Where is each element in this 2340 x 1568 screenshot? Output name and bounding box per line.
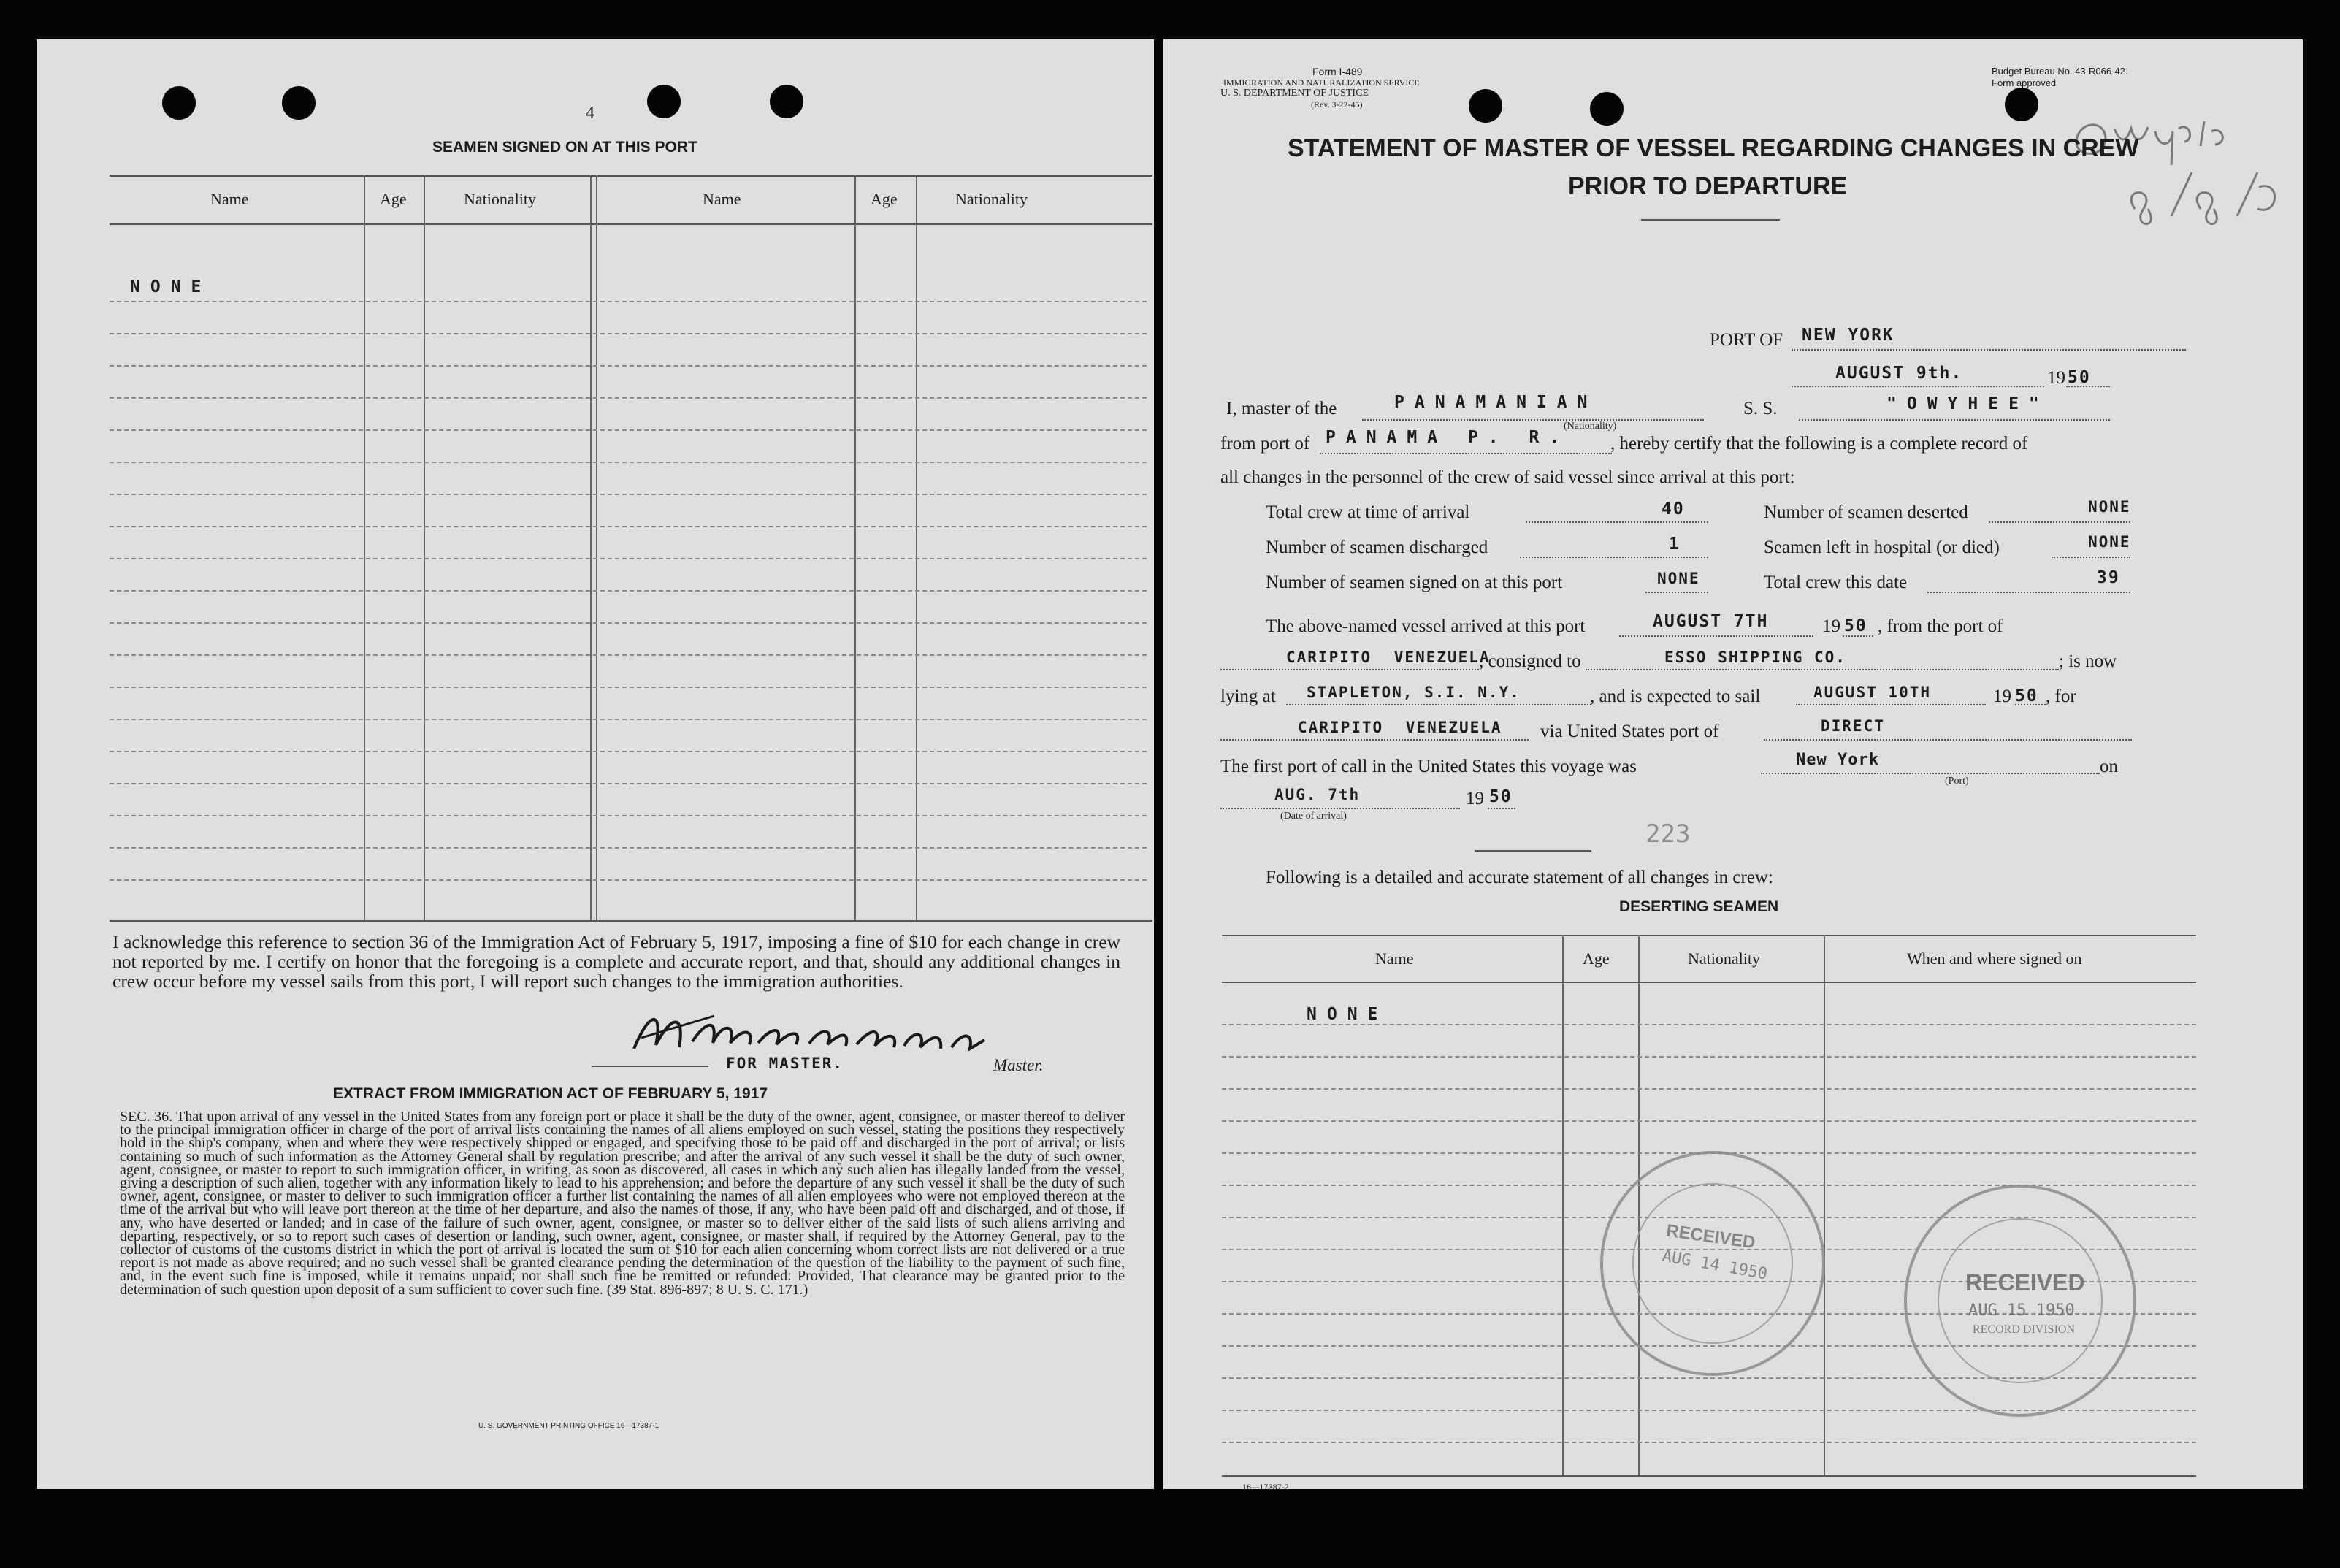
nationality-caption: (Nationality) [1564, 421, 1617, 432]
left-page [37, 39, 1154, 1489]
printer-line: U. S. GOVERNMENT PRINTING OFFICE 16—17387-1 [478, 1422, 659, 1430]
form-title-line2: PRIOR TO DEPARTURE [1568, 172, 1848, 200]
form-number: Form I-489 [1312, 66, 1363, 77]
year-value: 50 [2068, 368, 2091, 387]
first-port-label: The first port of call in the United States this voyage was [1220, 757, 1637, 776]
origin-port: CARIPITO VENEZUELA [1286, 649, 1491, 666]
arrived-year: 50 [1844, 616, 1867, 635]
punch-hole [2005, 88, 2038, 121]
sail-year: 50 [2015, 687, 2038, 705]
stat-total-date-label: Total crew this date [1764, 573, 1908, 592]
table-entry-none: NONE [1307, 1005, 1388, 1024]
col-header-name-2: Name [703, 190, 741, 208]
stat-hospital-value: NONE [2088, 533, 2131, 551]
is-now: ; is now [2059, 651, 2117, 671]
lying-at-label: lying at [1220, 687, 1276, 706]
stat-discharged-label: Number of seamen discharged [1266, 538, 1488, 557]
acknowledgment-text: I acknowledge this reference to section 36 of the Immigration Act of February 5, 1917, imposing a fine of $10 for each change in crew not reported by me. I certify on honor that the foregoing is a complete and accurate report, and that, should any additional changes in crew occur before my vessel sails from this port, I will report such changes to the immigration authorities. [112, 931, 1125, 992]
master-label: I, master of the [1226, 399, 1337, 418]
punch-hole [647, 85, 681, 118]
punch-hole [282, 86, 316, 120]
col-header-age: Age [1583, 949, 1610, 968]
stat-discharged-value: 1 [1669, 535, 1681, 554]
consignee: ESSO SHIPPING CO. [1664, 649, 1846, 666]
ss-label: S. S. [1743, 399, 1778, 418]
received-stamp-aug-15 [1904, 1185, 2136, 1417]
stat-hospital-label: Seamen left in hospital (or died) [1764, 538, 2000, 557]
arrival-year: 50 [1489, 787, 1513, 806]
stat-total-date-value: 39 [2097, 568, 2120, 587]
expected-label: , and is expected to sail [1590, 687, 1761, 706]
budget-bureau: Budget Bureau No. 43-R066-42. [1992, 66, 2128, 77]
date-value: AUGUST 9th. [1835, 364, 1963, 383]
stamp2-date: AUG 15 1950 [1968, 1301, 2075, 1320]
first-port-value: New York [1796, 751, 1879, 769]
section-title: SEAMEN SIGNED ON AT THIS PORT [432, 139, 697, 156]
col-header-nationality: Nationality [1688, 949, 1760, 968]
stat-total-arrival-label: Total crew at time of arrival [1266, 502, 1470, 522]
stamped-number: 223 [1645, 819, 1691, 849]
destination: CARIPITO VENEZUELA [1298, 719, 1502, 736]
col-header-nationality-2: Nationality [955, 190, 1028, 208]
signer-role: Master. [993, 1056, 1044, 1074]
consigned-label: , consigned to [1479, 651, 1581, 671]
signature-line [592, 1066, 708, 1067]
printer-code: 16—17387-2 [1242, 1483, 1289, 1492]
extract-text: SEC. 36. That upon arrival of any vessel in the United States from any foreign port or place it shall be the duty of the owner, agent, consignee, or master thereof to deliver to the principal immigration officer in charge of the port of arrival lists containing the names of all aliens employed on such vessel, stating the positions they respectively hold in the ship's company, when and where they were respectively shipped or engaged, and specifying those to be paid off and discharged in the port of arrival; or lists containing so much of such information as the Attorney General shall by regulation prescribe; and after the arrival of any such vessel it shall be the duty of such owner, agent, consignee, or master to report to such immigration officer, in writing, as soon as discovered, all cases in which any such alien has illegally landed from the vessel, giving a description of such alien, together with any information likely to lead to his apprehension; and before the departure of any such vessel it shall be the duty of such owner, agent, consignee, or master to deliver to such immigration officer a further list containing the names of all alien employees who were not employed thereon at the time of the arrival but who will leave port thereon at the time of her departure, and also the names of those, if any, who have been paid off and discharged, and of those, if any, who have deserted or landed; and in case of the failure of such owner, agent, consignee, or master so to deliver either of the said lists of such aliens arriving and departing, respectively, or so to report such cases of desertion or landing, such owner, agent, consignee, or master shall, if required by the Attorney General, pay to the collector of customs of the customs district in which the port of arrival is located the sum of $10 for each alien concerning whom correct lists are not delivered or a true report is not made as above required; and no such vessel shall be granted clearance pending the determination of the question of the liability to the payment of such fine, and, in the event such fine is imposed, while it remains unpaid; nor shall such fine be remitted or refunded: Provided, That clearance may be granted prior to the determination of such question upon deposit of a sum sufficient to cover such fine. (39 Stat. 896-897; 8 U. S. C. 171.) [120, 1109, 1128, 1298]
stat-total-arrival-value: 40 [1662, 500, 1685, 519]
col-header-name: Name [1375, 949, 1414, 968]
stat-signed-on-label: Number of seamen signed on at this port [1266, 573, 1563, 592]
stat-deserted-value: NONE [2088, 498, 2131, 516]
punch-hole [162, 86, 196, 120]
vessel-value: "OWYHEE" [1886, 394, 2049, 413]
agency-line1: IMMIGRATION AND NATURALIZATION SERVICE [1223, 77, 1420, 88]
from-port-label: from port of [1220, 434, 1310, 454]
received-stamp-aug-14 [1600, 1151, 1825, 1376]
nationality-value: PANAMANIAN [1394, 393, 1598, 412]
stamp1-word: RECEIVED [1664, 1220, 1757, 1253]
stat-signed-on-value: NONE [1657, 570, 1700, 587]
signer-typed: FOR MASTER. [726, 1055, 844, 1072]
for-label: , for [2046, 687, 2076, 706]
col-header-name: Name [210, 190, 249, 208]
page-number: 4 [586, 104, 594, 123]
first-port-caption: (Port) [1945, 776, 1969, 787]
lying-at-value: STAPLETON, S.I. N.Y. [1307, 684, 1521, 701]
arrived-year-prefix: 19 [1822, 616, 1840, 636]
sail-year-prefix: 19 [1993, 687, 2011, 706]
on-label: on [2100, 757, 2118, 776]
arrival-year-prefix: 19 [1466, 789, 1484, 808]
arrival-date-value: AUG. 7th [1274, 786, 1361, 803]
col-header-nationality: Nationality [464, 190, 536, 208]
extract-title: EXTRACT FROM IMMIGRATION ACT OF FEBRUARY 5, 1917 [333, 1085, 768, 1102]
punch-hole [770, 85, 803, 118]
port-value: NEW YORK [1802, 326, 1894, 345]
following-text: Following is a detailed and accurate statement of all changes in crew: [1266, 868, 1773, 887]
master-signature [627, 998, 1065, 1063]
deserting-title: DESERTING SEAMEN [1619, 898, 1779, 915]
agency-line2: U. S. DEPARTMENT OF JUSTICE [1220, 88, 1369, 99]
stamp1-date: AUG 14 1950 [1660, 1247, 1769, 1284]
all-changes-text: all changes in the personnel of the crew of said vessel since arrival at this port: [1220, 467, 1795, 487]
table-entry-none: NONE [130, 278, 212, 297]
year-prefix: 19 [2047, 368, 2065, 388]
stat-deserted-label: Number of seamen deserted [1764, 502, 1968, 522]
col-header-signed-on: When and where signed on [1907, 949, 2082, 968]
punch-hole [1469, 89, 1502, 123]
via-port: DIRECT [1821, 717, 1885, 735]
arrived-label: The above-named vessel arrived at this port [1266, 616, 1586, 636]
certify-text: , hereby certify that the following is a complete record of [1610, 434, 2028, 454]
handwritten-note [2062, 99, 2281, 238]
arrival-caption: (Date of arrival) [1280, 811, 1347, 822]
right-page [1163, 39, 2303, 1492]
form-approved: Form approved [1992, 77, 2057, 88]
punch-hole [1590, 92, 1624, 126]
arrived-date: AUGUST 7TH [1653, 612, 1769, 631]
from-port-of: , from the port of [1878, 616, 2003, 636]
stamp2-word: RECEIVED [1965, 1269, 2085, 1296]
revision: (Rev. 3-22-45) [1311, 99, 1363, 110]
via-label: via United States port of [1540, 722, 1719, 741]
form-title-line1: STATEMENT OF MASTER OF VESSEL REGARDING CHANGES IN CREW [1288, 134, 2139, 162]
col-header-age: Age [380, 190, 407, 208]
sail-date: AUGUST 10TH [1813, 684, 1932, 701]
port-label: PORT OF [1710, 330, 1783, 350]
col-header-age-2: Age [871, 190, 898, 208]
from-port-value: PANAMA P. R. [1326, 428, 1570, 447]
stamp2-sub: RECORD DIVISION [1973, 1323, 2075, 1336]
